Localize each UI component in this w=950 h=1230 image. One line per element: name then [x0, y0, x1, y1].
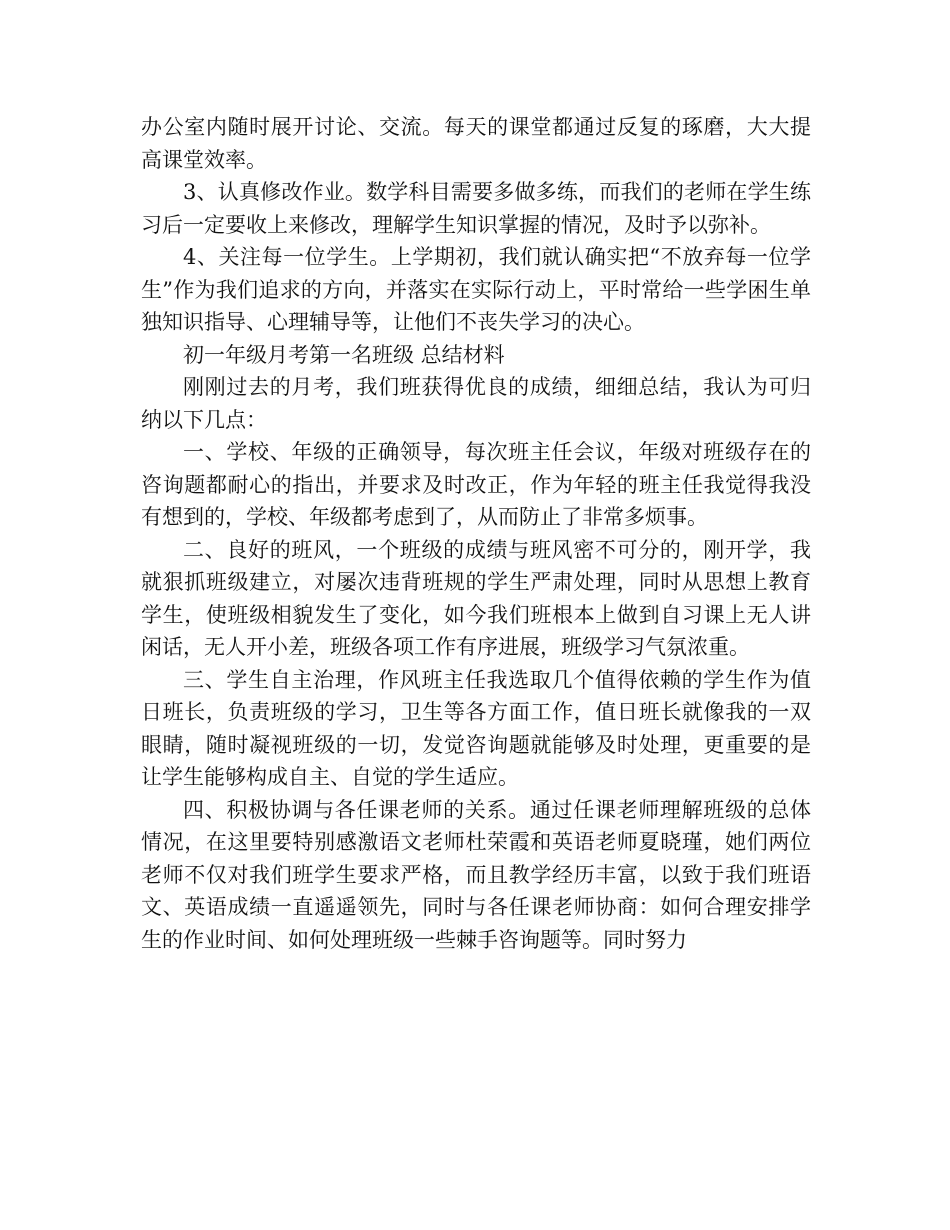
document-page — [141, 111, 811, 956]
paragraph-2: 3、认真修改作业。数学科目需要多做多练，而我们的老师在学生练习后一定要收上来修改，理解学生知识掌握的情况，及时予以弥补。 — [141, 180, 811, 237]
section-heading: 初一年级月考第一名班级 总结材料 — [183, 342, 505, 367]
paragraph-5: 刚刚过去的月考，我们班获得优良的成绩，细细总结，我认为可归纳以下几点： — [141, 375, 811, 432]
paragraph-9: 四、积极协调与各任课老师的关系。通过任课老师理解班级的总体情况，在这里要特别感激语文老师杜荣霞和英语老师夏晓瑾，她们两位老师不仅对我们班学生要求严格，而且教学经历丰富，以致于我们班语文、英语成绩一直遥遥领先，同时与各任课老师协商：如何合理安排学生的作业时间、如何处理班级一些棘手咨询题等。同时努力 — [141, 797, 811, 952]
paragraph-7: 二、良好的班风，一个班级的成绩与班风密不可分的，刚开学，我就狠抓班级建立，对屡次违背班规的学生严肃处理，同时从思想上教育学生，使班级相貌发生了变化，如今我们班根本上做到自习课上无人讲闲话，无人开小差，班级各项工作有序进展，班级学习气氛浓重。 — [141, 537, 811, 659]
paragraph-3: 4、关注每一位学生。上学期初，我们就认确实把“不放弃每一位学生”作为我们追求的方向，并落实在实际行动上，平时常给一些学困生单独知识指导、心理辅导等，让他们不丧失学习的决心。 — [141, 245, 811, 334]
paragraph-1: 办公室内随时展开讨论、交流。每天的课堂都通过反复的琢磨，大大提高课堂效率。 — [141, 115, 811, 172]
paragraph-6: 一、学校、年级的正确领导，每次班主任会议，年级对班级存在的咨询题都耐心的指出，并要求及时改正，作为年轻的班主任我觉得我没有想到的，学校、年级都考虑到了，从而防止了非常多烦事。 — [141, 440, 811, 529]
paragraph-8: 三、学生自主治理，作风班主任我选取几个值得依赖的学生作为值日班长，负责班级的学习，卫生等各方面工作，值日班长就像我的一双眼睛，随时凝视班级的一切，发觉咨询题就能够及时处理，更重要的是让学生能够构成自主、自觉的学生适应。 — [141, 667, 811, 789]
